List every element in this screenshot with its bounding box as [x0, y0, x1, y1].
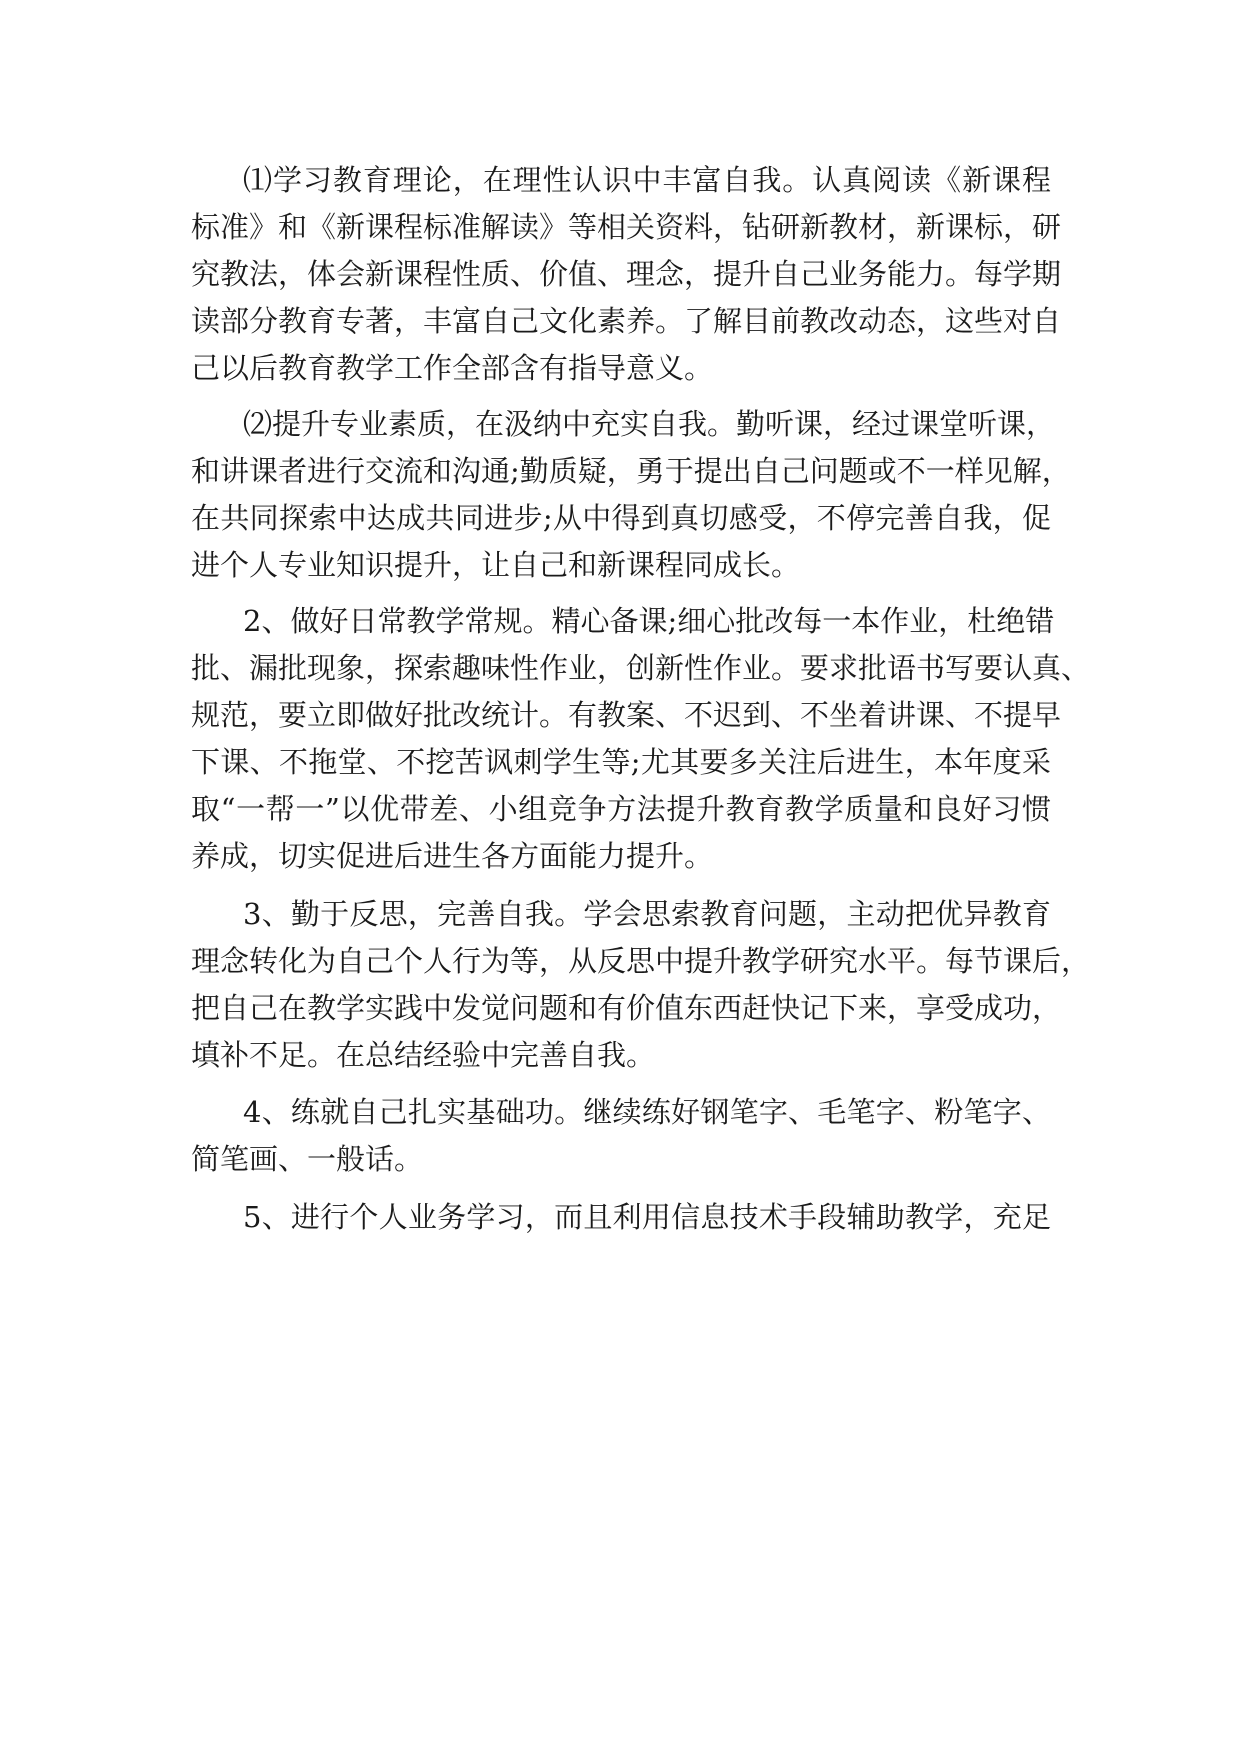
paragraph-2-line-4: 进个人专业知识提升，让自己和新课程同成长。 — [191, 548, 801, 582]
paragraph-4-line-3: 把自己在教学实践中发觉问题和有价值东西赶快记下来，享受成功， — [191, 991, 1062, 1025]
paragraph-1-line-1: ⑴学习教育理论，在理性认识中丰富自我。认真阅读《新课程 — [243, 163, 1051, 197]
paragraph-5-line-2: 简笔画、一般话。 — [191, 1142, 424, 1176]
paragraph-3-line-3: 规范，要立即做好批改统计。有教案、不迟到、不坐着讲课、不提早 — [191, 698, 1062, 732]
paragraph-4-line-1: 3、勤于反思，完善自我。学会思索教育问题，主动把优异教育 — [243, 897, 1051, 931]
paragraph-2-line-2: 和讲课者进行交流和沟通;勤质疑，勇于提出自己问题或不一样见解， — [191, 454, 1071, 488]
paragraph-3-line-5: 取“一帮一”以优带差、小组竞争方法提升教育教学质量和良好习惯 — [191, 792, 1051, 826]
paragraph-1-line-5: 己以后教育教学工作全部含有指导意义。 — [191, 351, 714, 385]
paragraph-4-line-2: 理念转化为自己个人行为等，从反思中提升教学研究水平。每节课后， — [191, 944, 1091, 978]
paragraph-5-line-1: 4、练就自己扎实基础功。继续练好钢笔字、毛笔字、粉笔字、 — [243, 1095, 1051, 1129]
paragraph-3-line-4: 下课、不拖堂、不挖苦讽刺学生等;尤其要多关注后进生，本年度采 — [191, 745, 1051, 779]
paragraph-1-line-3: 究教法，体会新课程性质、价值、理念，提升自己业务能力。每学期 — [191, 257, 1062, 291]
paragraph-2-line-3: 在共同探索中达成共同进步;从中得到真切感受，不停完善自我，促 — [191, 501, 1051, 535]
paragraph-3-line-1: 2、做好日常教学常规。精心备课;细心批改每一本作业，杜绝错 — [243, 604, 1055, 638]
paragraph-1-line-2: 标准》和《新课程标准解读》等相关资料，钻研新教材，新课标，研 — [191, 210, 1062, 244]
paragraph-4-line-4: 填补不足。在总结经验中完善自我。 — [191, 1038, 656, 1072]
paragraph-3-line-2: 批、漏批现象，探索趣味性作业，创新性作业。要求批语书写要认真、 — [191, 651, 1091, 685]
paragraph-1-line-4: 读部分教育专著，丰富自己文化素养。了解目前教改动态，这些对自 — [191, 304, 1062, 338]
paragraph-6-line-1: 5、进行个人业务学习，而且利用信息技术手段辅助教学，充足 — [243, 1200, 1051, 1234]
paragraph-2-line-1: ⑵提升专业素质，在汲纳中充实自我。勤听课，经过课堂听课， — [243, 407, 1056, 441]
paragraph-3-line-6: 养成，切实促进后进生各方面能力提升。 — [191, 839, 714, 873]
